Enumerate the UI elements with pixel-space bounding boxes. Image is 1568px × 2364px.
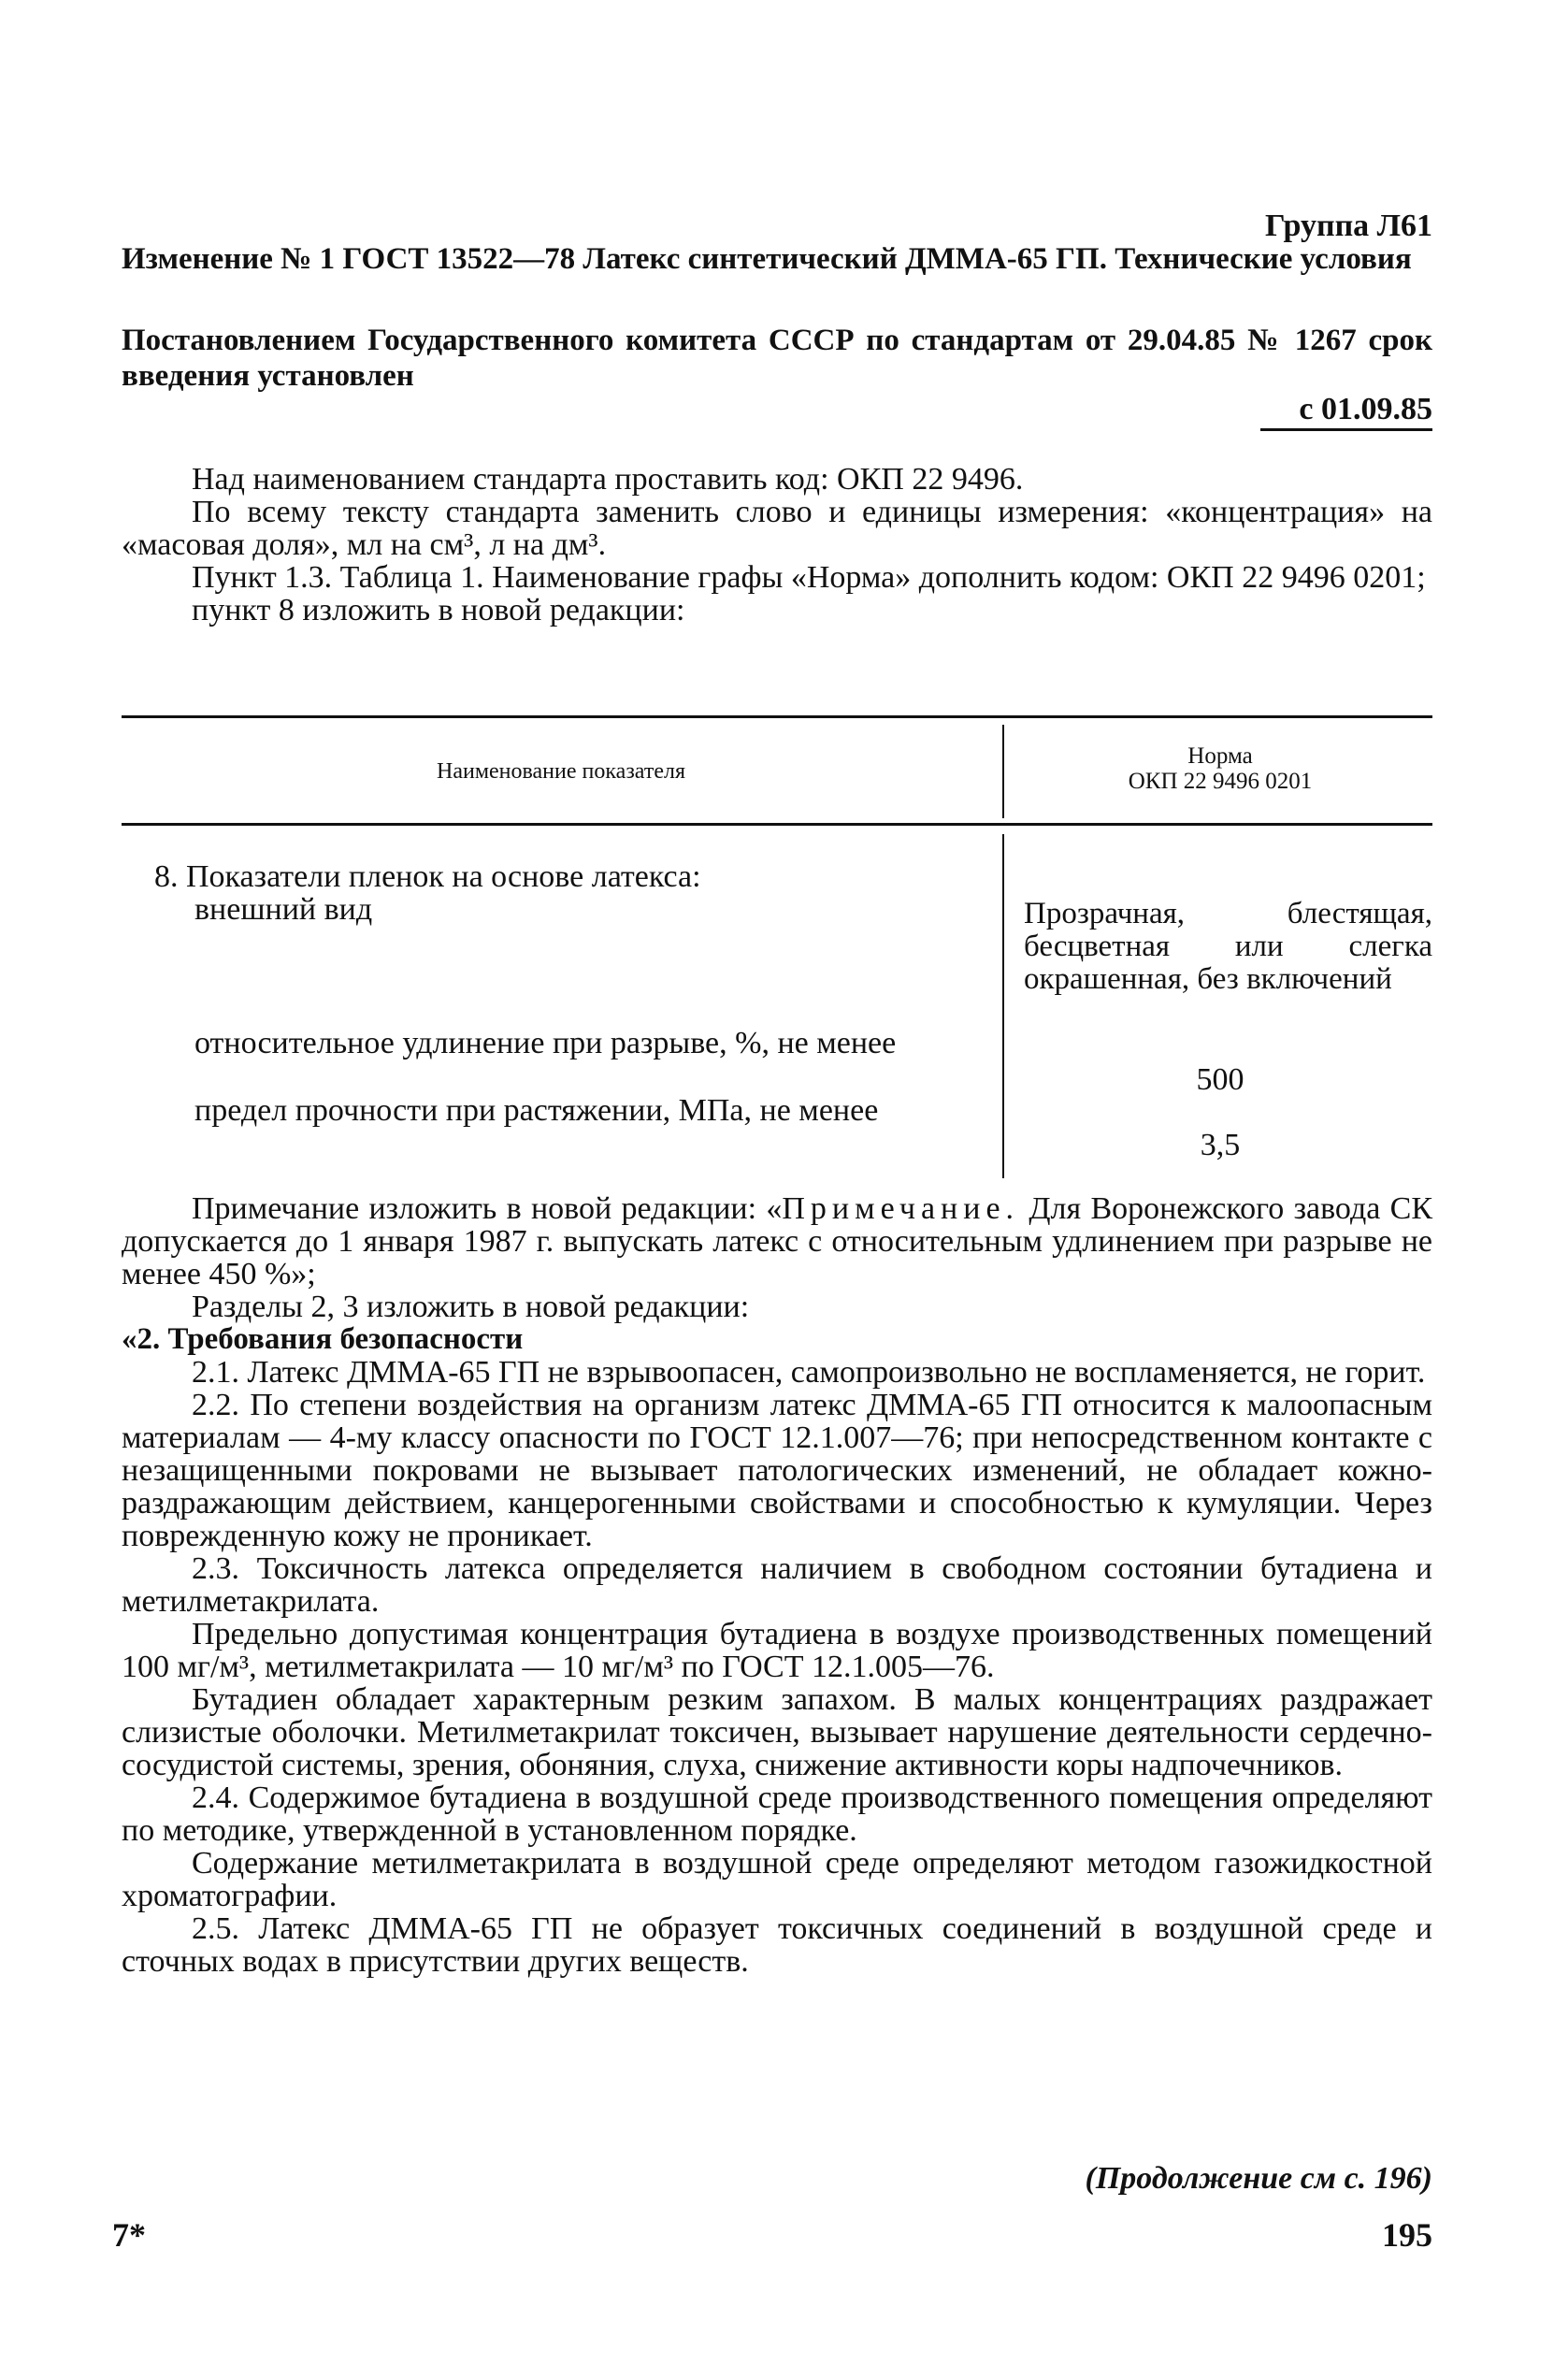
intro-paragraph-1: Над наименованием стандарта проставить код: ОКП 22 9496. bbox=[192, 462, 1024, 497]
table-row-2-value: 500 bbox=[1196, 1062, 1244, 1097]
table-row-2-name: относительное удлинение при разрыве, %, не менее bbox=[194, 1026, 897, 1060]
table-col1-header: Наименование показателя bbox=[437, 759, 685, 784]
sections-intro: Разделы 2, 3 изложить в новой редакции: bbox=[192, 1290, 750, 1324]
table-top-rule bbox=[122, 715, 1432, 718]
note-paragraph bbox=[122, 1192, 1432, 1290]
paragraph-2-1: 2.1. Латекс ДММА-65 ГП не взрывоопасен, самопроизвольно не воспламеняется, не горит. bbox=[192, 1355, 1426, 1390]
table-row-title: 8. Показатели пленок на основе латекса: bbox=[154, 859, 701, 894]
paragraph-2-3-limit: Предельно допустимая концентрация бутадиена в воздухе производственных помещений 100 мг/м³, метилметакрилата — 10 мг/м³ по ГОСТ 12.1.005—76. bbox=[122, 1617, 1432, 1684]
amendment-title: Изменение № 1 ГОСТ 13522—78 Латекс синтетический ДММА-65 ГП. Технические условия bbox=[122, 242, 1412, 276]
table-row-3-name: предел прочности при растяжении, МПа, не менее bbox=[194, 1093, 879, 1128]
intro-paragraph-4: пункт 8 изложить в новой редакции: bbox=[192, 593, 685, 627]
paragraph-2-3-butadiene: Бутадиен обладает характерным резким запахом. В малых концентрациях раздражает слизистые оболочки. Метилметакрилат токсичен, вызывает нарушение деятельности сердечно-сосудистой системы, зрения, обоняния, слуха, снижение активности коры надпочечников. bbox=[122, 1682, 1432, 1782]
note-rest: Для Воронежского завода СК допускается до 1 января 1987 г. выпускать латекс с относительным удлинением при разрыве не менее 450 %»; bbox=[122, 1191, 1432, 1291]
paragraph-2-4: 2.4. Содержимое бутадиена в воздушной среде производственного помещения определяют по методике, утвержденной в установленном порядке. bbox=[122, 1780, 1432, 1848]
effective-date-underline bbox=[1260, 428, 1432, 431]
table-row-1-name: внешний вид bbox=[194, 892, 373, 927]
page-number: 195 bbox=[1382, 2216, 1432, 2254]
table-row-3-value: 3,5 bbox=[1200, 1128, 1241, 1162]
main-text-block bbox=[122, 1192, 1432, 1978]
paragraph-2-3: 2.3. Токсичность латекса определяется наличием в свободном состоянии бутадиена и метилметакрилата. bbox=[122, 1551, 1432, 1619]
footer-mark: 7* bbox=[112, 2216, 146, 2254]
paragraph-2-5: 2.5. Латекс ДММА-65 ГП не образует токсичных соединений в воздушной среде и сточных водах в присутствии других веществ. bbox=[122, 1911, 1432, 1979]
table-header-rule bbox=[122, 823, 1432, 826]
table-col2-header-line2: ОКП 22 9496 0201 bbox=[1128, 769, 1313, 794]
paragraph-2-2: 2.2. По степени воздействия на организм латекс ДММА-65 ГП относится к малоопасным материалам — 4-му классу опасности по ГОСТ 12.1.007—76; при непосредственном контакте с незащищенными покровами не вызывает патологических изменений, не обладает кожно-раздражающим действием, канцерогенными свойствами и способностью к кумуляции. Через поврежденную кожу не проникает. bbox=[122, 1388, 1432, 1553]
group-label: Группа Л61 bbox=[1265, 209, 1432, 243]
note-word: Примечание. bbox=[782, 1191, 1020, 1226]
table-body-divider bbox=[1002, 834, 1004, 1178]
table-row-1-value: Прозрачная, блестящая, бесцветная или слегка окрашенная, без включений bbox=[1024, 897, 1432, 996]
effective-date: с 01.09.85 bbox=[1299, 392, 1432, 426]
intro-paragraph-3: Пункт 1.3. Таблица 1. Наименование графы «Норма» дополнить кодом: ОКП 22 9496 0201; bbox=[192, 560, 1426, 595]
section-title: «2. Требования безопасности bbox=[122, 1322, 524, 1356]
table-col2-header-line1: Норма bbox=[1187, 743, 1253, 769]
intro-block bbox=[122, 463, 1432, 627]
table-header-divider bbox=[1002, 725, 1004, 818]
note-lead: Примечание изложить в новой редакции: « bbox=[192, 1191, 783, 1226]
decree-text: Постановлением Государственного комитета СССР по стандартам от 29.04.85 № 1267 срок введения установлен bbox=[122, 324, 1432, 393]
intro-paragraph-2: По всему тексту стандарта заменить слово и единицы измерения: «концентрация» на «масовая доля», мл на см³, л на дм³. bbox=[122, 495, 1432, 562]
paragraph-2-4-methyl: Содержание метилметакрилата в воздушной среде определяют методом газожидкостной хроматографии. bbox=[122, 1846, 1432, 1913]
continuation-note: (Продолжение см с. 196) bbox=[1085, 2161, 1432, 2196]
